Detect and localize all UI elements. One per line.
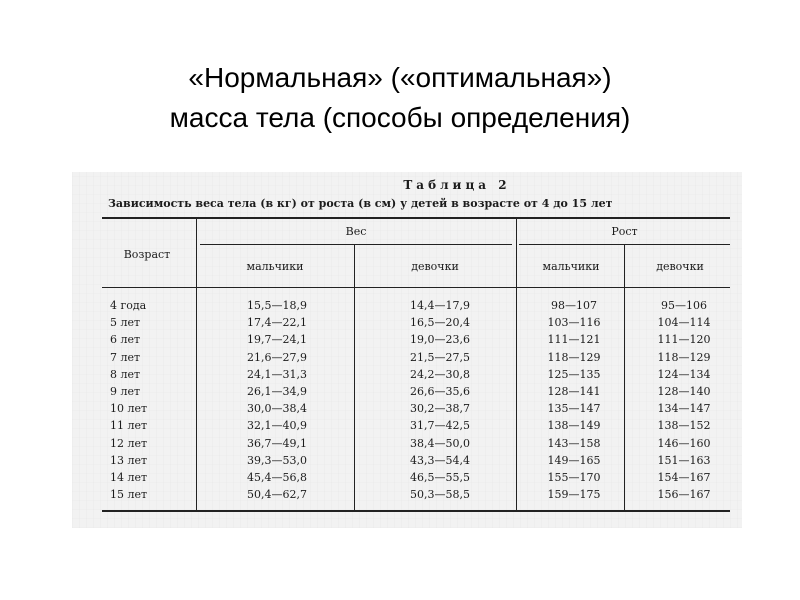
- header-weight-boys: мальчики: [246, 260, 304, 273]
- age-cell: 10 лет: [110, 402, 148, 416]
- weight-girls-column: [370, 297, 510, 503]
- age-cell: 11 лет: [110, 419, 148, 433]
- height-boys-column: [524, 297, 624, 503]
- age-cell: 14 лет: [110, 470, 148, 484]
- slide-title: [0, 58, 800, 138]
- height-girls-cell: 124—134: [657, 367, 711, 381]
- weight-girls-cell: 24,2—30,8: [410, 367, 470, 381]
- weight-boys-cell: 17,4—22,1: [247, 316, 307, 330]
- height-girls-cell: 154—167: [657, 470, 711, 484]
- height-girls-cell: 156—167: [657, 488, 711, 502]
- header-height: Рост: [611, 225, 638, 238]
- height-girls-cell: 111—120: [657, 333, 711, 347]
- height-boys-cell: 143—158: [547, 436, 601, 450]
- vrule-weight-height: [516, 219, 517, 510]
- height-girls-cell: 95—106: [661, 299, 707, 312]
- slide-title-line-1: «Нормальная» («оптимальная»): [188, 62, 612, 93]
- height-girls-cell: 104—114: [657, 316, 711, 330]
- weight-girls-cell: 30,2—38,7: [410, 402, 470, 416]
- height-girls-cell: 134—147: [657, 402, 711, 416]
- weight-boys-cell: 39,3—53,0: [247, 453, 307, 467]
- slide-title-line-2: масса тела (способы определения): [169, 102, 631, 133]
- height-boys-cell: 149—165: [547, 453, 601, 467]
- scanned-table-image: [72, 172, 742, 528]
- height-boys-cell: 128—141: [547, 384, 601, 398]
- weight-girls-cell: 31,7—42,5: [410, 419, 470, 433]
- height-boys-cell: 103—116: [547, 316, 601, 330]
- header-height-boys: мальчики: [542, 260, 600, 273]
- header-weight-girls: девочки: [411, 260, 459, 273]
- weight-boys-cell: 45,4—56,8: [247, 470, 307, 484]
- weight-boys-cell: 26,1—34,9: [247, 384, 307, 398]
- weight-girls-cell: 43,3—54,4: [410, 453, 470, 467]
- height-girls-cell: 128—140: [657, 384, 711, 398]
- age-cell: 12 лет: [110, 436, 148, 450]
- weight-girls-cell: 46,5—55,5: [410, 470, 470, 484]
- age-cell: 4 года: [110, 299, 147, 312]
- weight-boys-cell: 21,6—27,9: [247, 350, 307, 364]
- age-cell: 8 лет: [110, 367, 141, 381]
- weight-boys-cell: 19,7—24,1: [247, 333, 307, 347]
- weight-boys-cell: 32,1—40,9: [247, 419, 307, 433]
- header-weight: Вес: [345, 225, 367, 238]
- height-girls-cell: 151—163: [657, 453, 711, 467]
- table-number: Таблица 2: [403, 178, 511, 192]
- height-girls-cell: 118—129: [657, 350, 711, 364]
- height-boys-cell: 125—135: [547, 367, 601, 381]
- height-boys-cell: 111—121: [547, 333, 601, 347]
- weight-boys-cell: 36,7—49,1: [247, 436, 307, 450]
- subheader-rule-weight: [200, 244, 512, 245]
- weight-girls-cell: 38,4—50,0: [410, 436, 470, 450]
- age-cell: 15 лет: [110, 488, 148, 502]
- table-bottom-rule: [102, 510, 730, 512]
- weight-boys-column: [222, 297, 332, 503]
- height-boys-cell: 159—175: [547, 488, 601, 502]
- age-cell: 13 лет: [110, 453, 148, 467]
- height-boys-cell: 135—147: [547, 402, 601, 416]
- weight-girls-cell: 26,6—35,6: [410, 384, 470, 398]
- weight-girls-cell: 14,4—17,9: [410, 299, 470, 312]
- height-girls-cell: 138—152: [657, 419, 711, 433]
- header-age: Возраст: [123, 248, 171, 261]
- height-girls-column: [634, 297, 734, 503]
- vrule-height-mid: [624, 245, 625, 510]
- height-boys-cell: 138—149: [547, 419, 601, 433]
- height-boys-cell: 98—107: [551, 299, 597, 312]
- age-cell: 5 лет: [110, 316, 141, 330]
- weight-girls-cell: 50,3—58,5: [410, 488, 470, 502]
- height-boys-cell: 155—170: [547, 470, 601, 484]
- weight-boys-cell: 30,0—38,4: [247, 402, 307, 416]
- weight-girls-cell: 21,5—27,5: [410, 350, 470, 364]
- weight-girls-cell: 19,0—23,6: [410, 333, 470, 347]
- height-girls-cell: 146—160: [657, 436, 711, 450]
- height-boys-cell: 118—129: [547, 350, 601, 364]
- age-cell: 7 лет: [110, 350, 141, 364]
- age-column: [110, 297, 200, 503]
- age-cell: 6 лет: [110, 333, 141, 347]
- table-caption: Зависимость веса тела (в кг) от роста (в см) у детей в возрасте от 4 до 15 лет: [108, 197, 613, 210]
- weight-boys-cell: 50,4—62,7: [247, 488, 307, 502]
- age-cell: 9 лет: [110, 384, 141, 398]
- vrule-weight-mid: [354, 245, 355, 510]
- weight-boys-cell: 24,1—31,3: [247, 367, 307, 381]
- weight-girls-cell: 16,5—20,4: [410, 316, 470, 330]
- weight-boys-cell: 15,5—18,9: [247, 299, 307, 312]
- header-height-girls: девочки: [656, 260, 704, 273]
